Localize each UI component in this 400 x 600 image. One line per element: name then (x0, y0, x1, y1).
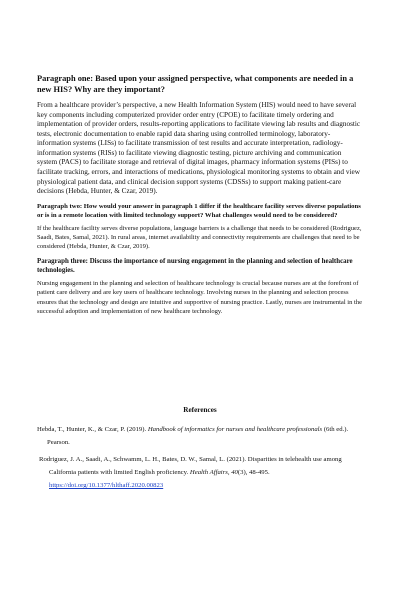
references-section (37, 405, 363, 496)
reference-item (37, 453, 363, 492)
paragraph-two-text: If the healthcare facility serves diverse populations, language barriers is a challenge that needs to be considered (Rodriguez, Saadi, Bates, Samal, 2021). In rural areas, internet availability and connectivity requirements are challenges that need to be considered (Hebda, Hunter, & Czar, 2019). (37, 224, 362, 251)
reference-publisher: (6th ed.). Pearson. (47, 426, 349, 446)
reference-issue-pages: (3), 48-495. (237, 469, 270, 476)
paragraph-three-heading: Paragraph three: Discuss the importance of nursing engagement in the planning and selection of healthcare technologies. (37, 257, 353, 274)
reference-book-title: Handbook of informatics for nurses and healthcare professionals (147, 426, 323, 433)
reference-journal: Health Affairs, 40 (189, 469, 238, 476)
paragraph-one-heading: Paragraph one: Based upon your assigned perspective, what components are needed in a new HIS? Why are they important? (37, 74, 354, 94)
reference-doi-link[interactable]: https://doi.org/10.1377/hlthaff.2020.00823 (49, 482, 164, 489)
reference-item (37, 423, 363, 449)
reference-authors: Rodriguez, J. A., Saadi, A., Schwamm, L. H., Bates, D. W., Samal, L. (2021). Disparities in telehealth use among California patients with limited English proficiency. (39, 456, 342, 476)
reference-authors: Hebda, T., Hunter, K., & Czar, P. (2019). (37, 426, 148, 433)
paragraph-one-text: From a healthcare provider’s perspective, a new Health Information System (HIS) would need to have several key components including computerized provider order entry (CPOE) to facilitate timely ordering and implementation of provider orders, results-reporting applications to facilitate viewing lab results and diagnostic tests, electronic documentation to enable rapid data sharing using controlled terminology, laboratory-information systems (LISs) to facilitate transmission of test results and accurate interpretation, radiology-information systems (RISs) to facilitate viewing diagnostic testing, picture archiving and communication system (PACS) to facilitate storage and retrieval of digital images, pharmacy information systems (PISs) to facilitate tracking, errors, and interactions of medications, physiological monitoring systems to obtain and view physiological patient data, and clinical decision support systems (CDSSs) to support making patient-care decisions (Hebda, Hunter, & Czar, 2019). (37, 101, 361, 196)
paragraph-two-heading: Paragraph two: How would your answer in paragraph 1 differ if the healthcare facility serves diverse populations or is in a remote location with limited technology support? What challenges would need to be considered? (37, 202, 361, 219)
document-body (37, 74, 363, 317)
paragraph-three-text: Nursing engagement in the planning and selection of healthcare technology is crucial because nurses are at the forefront of patient care delivery and are key users of healthcare technology. Involving nurses in the planning and selection process ensures that the technology and design are intuitive and supportive of nursing practice. Lastly, nurses are instrumental in the successful adoption and implementation of new healthcare technology. (37, 279, 363, 316)
references-title: References (183, 406, 217, 414)
